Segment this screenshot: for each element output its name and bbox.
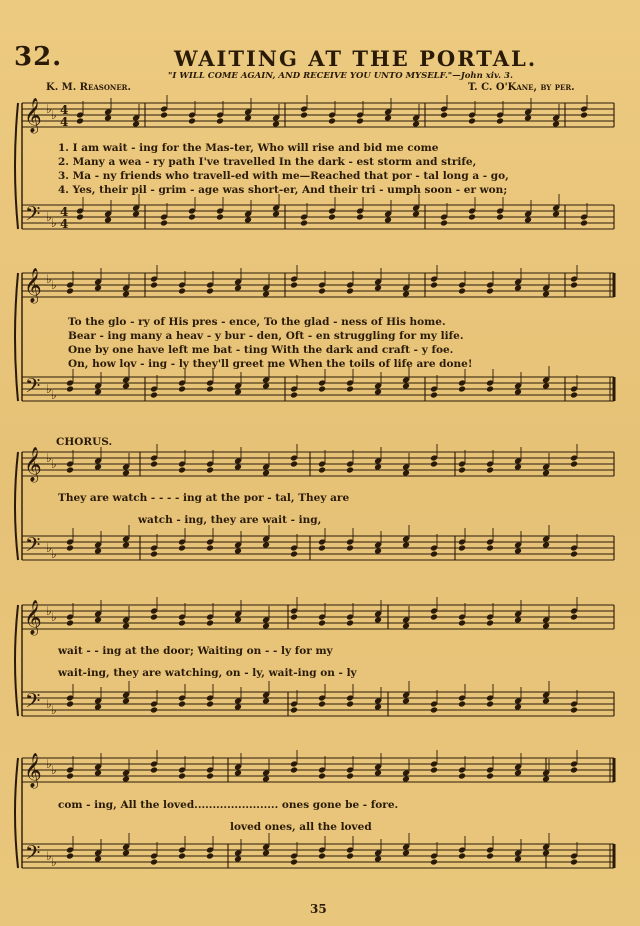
system-5-bass-notehead: [486, 853, 494, 860]
system-4-treble-notehead: [66, 620, 74, 627]
system-2-bass-notehead: [234, 389, 242, 396]
system-3-bass-notehead: [430, 551, 438, 558]
system-5-treble-notehead: [402, 776, 410, 783]
system-3-treble-notehead: [94, 464, 102, 471]
system-1-treble-clef: 𝄞: [24, 98, 42, 133]
system-3-bass-notehead: [570, 551, 578, 558]
system-2-treble-notehead: [374, 285, 382, 292]
system-5-brace: [15, 758, 18, 868]
system-5-bass-notehead: [374, 856, 382, 863]
system-4-bass-notehead: [290, 707, 298, 714]
system-4-bass-notehead: [402, 698, 410, 705]
system-4-treble-notehead: [486, 620, 494, 627]
system-3-brace: [15, 452, 18, 560]
system-4-bass-notehead: [542, 698, 550, 705]
system-4-bass-clef: 𝄢: [25, 689, 41, 717]
system-5-treble-notehead: [206, 773, 214, 780]
system-4-bass-notehead: [178, 701, 186, 708]
system-1-bass-notehead: [328, 214, 336, 221]
system-4-bass-notehead: [430, 707, 438, 714]
system-5-treble-notehead: [122, 776, 130, 783]
system-1-bass-notehead: [496, 214, 504, 221]
system-2-treble-notehead: [66, 288, 74, 295]
system-5-treble-notehead: [290, 767, 298, 774]
system-4-treble-notehead: [234, 617, 242, 624]
system-2-brace: [15, 273, 18, 401]
system-4-bass-key-signature: ♭: [51, 703, 57, 717]
system-1-treble-notehead: [216, 118, 224, 125]
system-3-treble-notehead: [430, 461, 438, 468]
chorus-label: CHORUS.: [56, 436, 113, 448]
system-5-bass-notehead: [150, 859, 158, 866]
system-3-treble-notehead: [486, 467, 494, 474]
system-2-bass-notehead: [430, 392, 438, 399]
system-1-bass-notehead: [132, 211, 140, 218]
system-4-treble-notehead: [430, 614, 438, 621]
system-1-treble-notehead: [384, 115, 392, 122]
system-5-bass-key-signature: ♭: [46, 849, 52, 863]
system-4-bass-notehead: [122, 698, 130, 705]
system-5-treble-notehead: [542, 776, 550, 783]
system-3-bass-notehead: [122, 542, 130, 549]
system-2-treble-notehead: [318, 288, 326, 295]
system-1-treble-key-signature: ♭: [46, 102, 52, 116]
system-2-bass-notehead: [374, 389, 382, 396]
system-4-treble-clef: 𝄞: [24, 600, 42, 635]
system-3-treble-notehead: [122, 470, 130, 477]
system-5-treble-notehead: [94, 770, 102, 777]
system-1-bass-notehead: [580, 220, 588, 227]
system-4-treble-notehead: [150, 614, 158, 621]
system-1-treble-time-signature: 4: [60, 115, 69, 129]
system-4-treble-notehead: [458, 620, 466, 627]
system-4-bass-notehead: [374, 704, 382, 711]
system-1-bass-notehead: [272, 211, 280, 218]
system-3-bass-notehead: [402, 542, 410, 549]
system-3-bass-notehead: [262, 542, 270, 549]
system-3-treble-notehead: [542, 470, 550, 477]
system-5-bass-notehead: [514, 856, 522, 863]
system-5-bass-notehead: [234, 856, 242, 863]
system-1-bass-notehead: [300, 220, 308, 227]
composer-credit: T. C. O'Kane, by per.: [468, 82, 575, 93]
system-2-bass-key-signature: ♭: [46, 382, 52, 396]
chorus-line-1-sub: watch - ing, they are wait - ing,: [138, 514, 322, 526]
system-3-treble-notehead: [262, 470, 270, 477]
system-3-treble-notehead: [458, 467, 466, 474]
system-1-brace: [15, 103, 18, 229]
system-5-bass-notehead: [458, 853, 466, 860]
system-3-bass-notehead: [66, 545, 74, 552]
system-2-bass-notehead: [94, 389, 102, 396]
system-1-bass-notehead: [468, 214, 476, 221]
system-3-bass-clef: 𝄢: [25, 533, 41, 561]
system-2-bass-notehead: [402, 383, 410, 390]
system-4-treble-notehead: [570, 614, 578, 621]
system-2-treble-notehead: [234, 285, 242, 292]
system-5-bass-notehead: [346, 853, 354, 860]
verse-2-line-2: Bear - ing many a heav - y bur - den, Oft - en struggling for my life.: [68, 330, 464, 342]
system-1-treble-notehead: [188, 118, 196, 125]
system-2-bass-notehead: [542, 383, 550, 390]
system-4-bass-notehead: [514, 704, 522, 711]
system-2-treble-notehead: [122, 291, 130, 298]
system-1-bass-notehead: [356, 214, 364, 221]
system-4-treble-notehead: [122, 623, 130, 630]
system-2-treble-notehead: [458, 288, 466, 295]
system-1-treble-key-signature: ♭: [51, 108, 57, 122]
system-5-bass-notehead: [262, 850, 270, 857]
system-1-treble-time-signature: 4: [60, 103, 69, 117]
system-2-bass-notehead: [66, 386, 74, 393]
system-5-treble-notehead: [374, 770, 382, 777]
system-4-treble-notehead: [206, 620, 214, 627]
system-2-treble-notehead: [346, 288, 354, 295]
system-1-bass-notehead: [160, 220, 168, 227]
verse-4-line-2: On, how lov - ing - ly they'll greet me When the toils of life are done!: [68, 358, 473, 370]
system-5-treble-key-signature: ♭: [46, 757, 52, 771]
system-2-treble-notehead: [486, 288, 494, 295]
system-2-treble-key-signature: ♭: [46, 272, 52, 286]
system-1-bass-notehead: [244, 217, 252, 224]
system-1-treble-notehead: [524, 115, 532, 122]
system-4-bass-notehead: [150, 707, 158, 714]
chorus-line-2-sub: wait-ing, they are watching, on - ly, wait-ing on - ly: [58, 667, 357, 679]
system-5-treble-notehead: [486, 773, 494, 780]
system-1-bass-notehead: [384, 217, 392, 224]
system-5-treble-notehead: [234, 770, 242, 777]
system-2-treble-notehead: [402, 291, 410, 298]
system-4-bass-notehead: [570, 707, 578, 714]
system-4-treble-notehead: [346, 620, 354, 627]
system-1-treble-notehead: [76, 118, 84, 125]
system-2-bass-notehead: [206, 386, 214, 393]
system-4-treble-notehead: [542, 623, 550, 630]
system-1-treble-notehead: [496, 118, 504, 125]
system-1-bass-notehead: [104, 217, 112, 224]
system-5-bass-notehead: [402, 850, 410, 857]
system-3-treble-notehead: [178, 467, 186, 474]
system-4-treble-notehead: [94, 617, 102, 624]
system-4-bass-notehead: [262, 698, 270, 705]
system-3-bass-notehead: [150, 551, 158, 558]
system-5-bass-notehead: [542, 850, 550, 857]
system-3-treble-notehead: [374, 464, 382, 471]
system-1-treble-notehead: [132, 121, 140, 128]
system-5-bass-clef: 𝄢: [25, 841, 41, 869]
system-4-treble-notehead: [374, 617, 382, 624]
system-4-bass-notehead: [94, 704, 102, 711]
system-4-treble-key-signature: ♭: [51, 610, 57, 624]
verse-3-line-1: 3. Ma - ny friends who travell-ed with me—Reached that por - tal long a - go,: [58, 170, 509, 182]
system-5-treble-key-signature: ♭: [51, 763, 57, 777]
system-2-bass-notehead: [178, 386, 186, 393]
system-2-treble-notehead: [542, 291, 550, 298]
chorus-line-3-main: com - ing, All the loved....................... ones gone be - fore.: [58, 799, 399, 811]
chorus-line-2-main: wait - - ing at the door; Waiting on - - ly for my: [58, 645, 333, 657]
verse-4-line-1: 4. Yes, their pil - grim - age was short-er, And their tri - umph soon - er won;: [58, 184, 508, 196]
system-3-treble-key-signature: ♭: [51, 457, 57, 471]
system-2-bass-notehead: [122, 383, 130, 390]
system-5-treble-notehead: [150, 767, 158, 774]
system-1-bass-key-signature: ♭: [46, 210, 52, 224]
system-1-treble-notehead: [328, 118, 336, 125]
system-1-treble-notehead: [160, 112, 168, 119]
system-5-treble-notehead: [66, 773, 74, 780]
system-3-treble-clef: 𝄞: [24, 447, 42, 482]
system-3-bass-key-signature: ♭: [46, 541, 52, 555]
hymn-number: 32.: [14, 42, 63, 72]
system-2-bass-notehead: [514, 389, 522, 396]
system-4-bass-key-signature: ♭: [46, 697, 52, 711]
system-4-treble-notehead: [318, 620, 326, 627]
system-1-treble-notehead: [412, 121, 420, 128]
page-number: 35: [310, 902, 327, 916]
system-1-treble-notehead: [356, 118, 364, 125]
system-1-bass-notehead: [76, 214, 84, 221]
system-4-bass-notehead: [206, 701, 214, 708]
system-4-treble-notehead: [402, 623, 410, 630]
system-2-bass-clef: 𝄢: [25, 374, 41, 402]
hymn-title: WAITING AT THE PORTAL.: [174, 46, 538, 71]
system-1-bass-time-signature: 4: [60, 217, 69, 231]
system-5-treble-notehead: [318, 773, 326, 780]
system-5-bass-notehead: [94, 856, 102, 863]
system-5-bass-notehead: [206, 853, 214, 860]
system-3-treble-notehead: [318, 467, 326, 474]
system-2-treble-notehead: [430, 282, 438, 289]
system-1-treble-notehead: [300, 112, 308, 119]
system-2-treble-notehead: [206, 288, 214, 295]
system-5-treble-notehead: [458, 773, 466, 780]
system-3-treble-notehead: [234, 464, 242, 471]
system-2-treble-notehead: [262, 291, 270, 298]
system-5-bass-notehead: [570, 859, 578, 866]
system-3-bass-notehead: [290, 551, 298, 558]
system-2-treble-notehead: [514, 285, 522, 292]
scripture-reference: John xiv. 3.: [460, 71, 513, 81]
system-4-brace: [15, 605, 18, 716]
system-4-bass-notehead: [234, 704, 242, 711]
system-3-bass-notehead: [458, 545, 466, 552]
system-5-treble-clef: 𝄞: [24, 753, 42, 788]
system-4-bass-notehead: [66, 701, 74, 708]
system-3-bass-notehead: [178, 545, 186, 552]
system-1-treble-notehead: [104, 115, 112, 122]
verse-2-line-1: 2. Many a wea - ry path I've travelled In the dark - est storm and strife,: [58, 156, 477, 168]
system-5-treble-notehead: [430, 767, 438, 774]
system-5-bass-notehead: [430, 859, 438, 866]
system-2-treble-clef: 𝄞: [24, 268, 42, 303]
system-3-bass-notehead: [318, 545, 326, 552]
system-2-bass-notehead: [262, 383, 270, 390]
system-1-treble-notehead: [468, 118, 476, 125]
system-3-bass-notehead: [346, 545, 354, 552]
system-1-treble-notehead: [244, 115, 252, 122]
system-3-treble-key-signature: ♭: [46, 451, 52, 465]
system-4-bass-notehead: [346, 701, 354, 708]
verse-1-line-1: 1. I am wait - ing for the Mas-ter, Who will rise and bid me come: [58, 142, 439, 154]
system-3-bass-notehead: [514, 548, 522, 555]
system-2-treble-notehead: [290, 282, 298, 289]
system-1-bass-notehead: [188, 214, 196, 221]
system-5-treble-notehead: [346, 773, 354, 780]
system-2-treble-notehead: [94, 285, 102, 292]
system-3-treble-notehead: [514, 464, 522, 471]
system-2-bass-notehead: [150, 392, 158, 399]
system-3-treble-notehead: [66, 467, 74, 474]
verse-1-line-2: To the glo - ry of His pres - ence, To the glad - ness of His home.: [68, 316, 446, 328]
system-4-bass-notehead: [458, 701, 466, 708]
system-5-bass-notehead: [122, 850, 130, 857]
scripture-quote: "I WILL COME AGAIN, AND RECEIVE YOU UNTO MYSELF."—John xiv. 3.: [168, 71, 513, 81]
system-2-bass-notehead: [570, 392, 578, 399]
system-1-bass-notehead: [412, 211, 420, 218]
system-2-bass-notehead: [346, 386, 354, 393]
system-1-treble-notehead: [440, 112, 448, 119]
system-2-treble-notehead: [178, 288, 186, 295]
system-2-bass-notehead: [458, 386, 466, 393]
system-3-bass-notehead: [374, 548, 382, 555]
system-5-bass-notehead: [290, 859, 298, 866]
chorus-line-1-main: They are watch - - - - ing at the por - tal, They are: [58, 492, 350, 504]
system-5-bass-key-signature: ♭: [51, 855, 57, 869]
system-1-bass-time-signature: 4: [60, 205, 69, 219]
system-3-bass-notehead: [206, 545, 214, 552]
system-1-bass-key-signature: ♭: [51, 216, 57, 230]
system-1-bass-notehead: [524, 217, 532, 224]
system-1-bass-clef: 𝄢: [25, 202, 41, 230]
system-5-bass-notehead: [318, 853, 326, 860]
verse-3-line-2: One by one have left me bat - ting With the dark and craft - y foe.: [68, 344, 454, 356]
system-4-bass-notehead: [318, 701, 326, 708]
system-4-treble-notehead: [290, 614, 298, 621]
system-5-bass-notehead: [178, 853, 186, 860]
system-4-treble-key-signature: ♭: [46, 604, 52, 618]
system-2-bass-notehead: [486, 386, 494, 393]
system-5-treble-notehead: [514, 770, 522, 777]
system-2-bass-key-signature: ♭: [51, 388, 57, 402]
system-3-treble-notehead: [290, 461, 298, 468]
system-3-bass-notehead: [234, 548, 242, 555]
system-4-treble-notehead: [262, 623, 270, 630]
chorus-line-3-sub: loved ones, all the loved: [230, 821, 372, 833]
system-1-treble-notehead: [580, 112, 588, 119]
system-3-bass-key-signature: ♭: [51, 547, 57, 561]
system-3-bass-notehead: [542, 542, 550, 549]
lyricist-credit: K. M. Reasoner.: [46, 82, 131, 93]
system-4-treble-notehead: [178, 620, 186, 627]
system-3-treble-notehead: [402, 470, 410, 477]
system-2-bass-notehead: [318, 386, 326, 393]
system-1-treble-notehead: [552, 121, 560, 128]
system-2-treble-notehead: [570, 282, 578, 289]
system-3-treble-notehead: [150, 461, 158, 468]
system-3-bass-notehead: [94, 548, 102, 555]
system-3-treble-notehead: [570, 461, 578, 468]
system-3-treble-notehead: [346, 467, 354, 474]
system-3-treble-notehead: [206, 467, 214, 474]
system-2-treble-key-signature: ♭: [51, 278, 57, 292]
system-1-bass-notehead: [216, 214, 224, 221]
system-2-treble-notehead: [150, 282, 158, 289]
system-5-treble-notehead: [262, 776, 270, 783]
system-5-bass-notehead: [66, 853, 74, 860]
system-1-bass-notehead: [552, 211, 560, 218]
system-4-treble-notehead: [514, 617, 522, 624]
system-5-treble-notehead: [570, 767, 578, 774]
system-1-treble-notehead: [272, 121, 280, 128]
system-5-treble-notehead: [178, 773, 186, 780]
system-1-bass-notehead: [440, 220, 448, 227]
system-4-bass-notehead: [486, 701, 494, 708]
system-3-bass-notehead: [486, 545, 494, 552]
system-2-bass-notehead: [290, 392, 298, 399]
